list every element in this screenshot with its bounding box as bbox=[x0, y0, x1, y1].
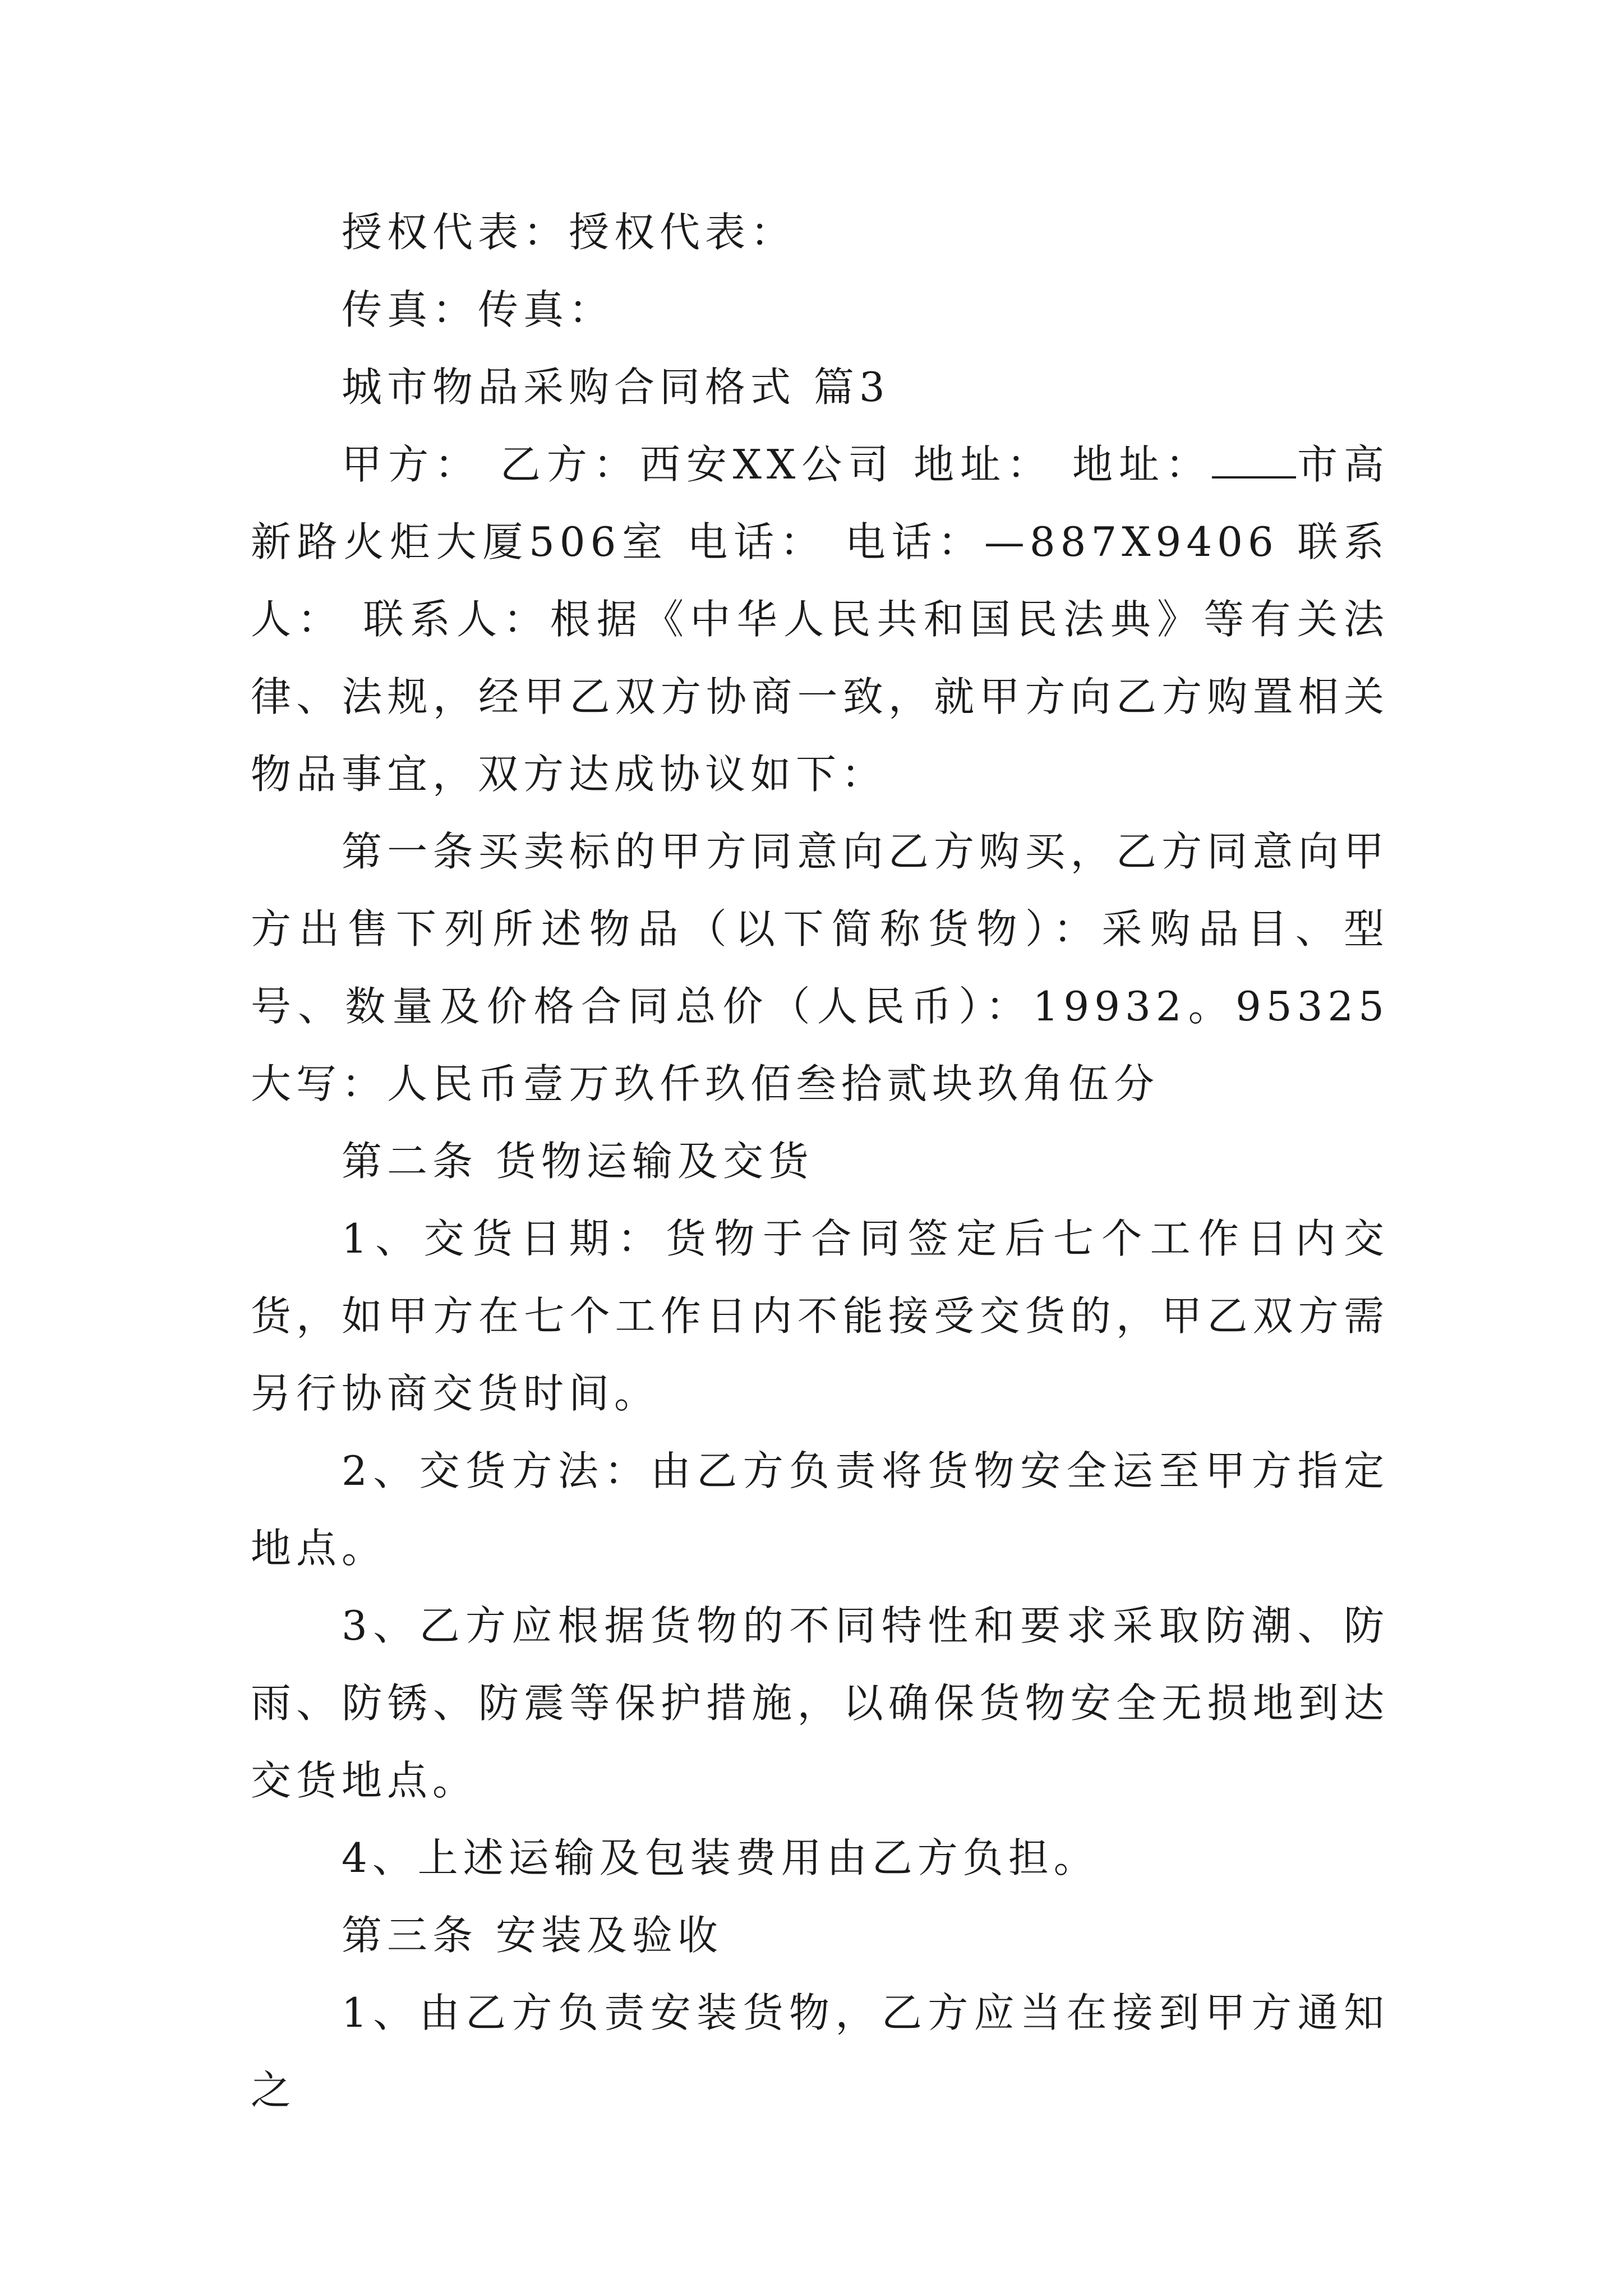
delivery-method-paragraph: 2、交货方法：由乙方负责将货物安全运至甲方指定地点。 bbox=[251, 1447, 1389, 1572]
delivery-date-paragraph: 1、交货日期：货物于合同签定后七个工作日内交货，如甲方在七个工作日内不能接受交货的，甲乙双方需另行协商交货时间。 bbox=[251, 1215, 1389, 1417]
party-info-paragraph bbox=[251, 426, 1389, 813]
document-body bbox=[251, 194, 1389, 2129]
protection-measures-paragraph: 3、乙方应根据货物的不同特性和要求采取防潮、防雨、防锈、防震等保护措施，以确保货物安全无损地到达交货地点。 bbox=[251, 1602, 1389, 1804]
address-blank bbox=[1212, 441, 1296, 478]
article-1-paragraph: 第一条买卖标的甲方同意向乙方购买，乙方同意向甲方出售下列所述物品（以下简称货物）：采购品目、型号、数量及价格合同总价（人民币）：19932。95325大写：人民币壹万玖仟玖佰叁拾贰块玖角伍分 bbox=[251, 828, 1389, 1107]
article-2-heading: 第二条 货物运输及交货 bbox=[342, 1138, 814, 1185]
installation-paragraph: 1、由乙方负责安装货物，乙方应当在接到甲方通知之 bbox=[251, 1989, 1389, 2114]
fax-line: 传真：传真： bbox=[342, 286, 615, 333]
article-3-heading: 第三条 安装及验收 bbox=[342, 1912, 723, 1959]
transport-cost-paragraph: 4、上述运输及包装费用由乙方负担。 bbox=[342, 1834, 1099, 1881]
party-info-text-start: 甲方： 乙方：西安XX公司 地址： 地址： bbox=[342, 441, 1212, 488]
authorized-rep-line: 授权代表：授权代表： bbox=[342, 209, 796, 256]
section-title: 城市物品采购合同格式 篇3 bbox=[342, 364, 890, 411]
party-info-text-end: 市高新路火炬大厦506室 电话： 电话：—887X9406 联系人： 联系人：根据《中华人民共和国民法典》等有关法律、法规，经甲乙双方协商一致，就甲方向乙方购置相关物品事宜，双方达成协议如下： bbox=[251, 441, 1389, 798]
